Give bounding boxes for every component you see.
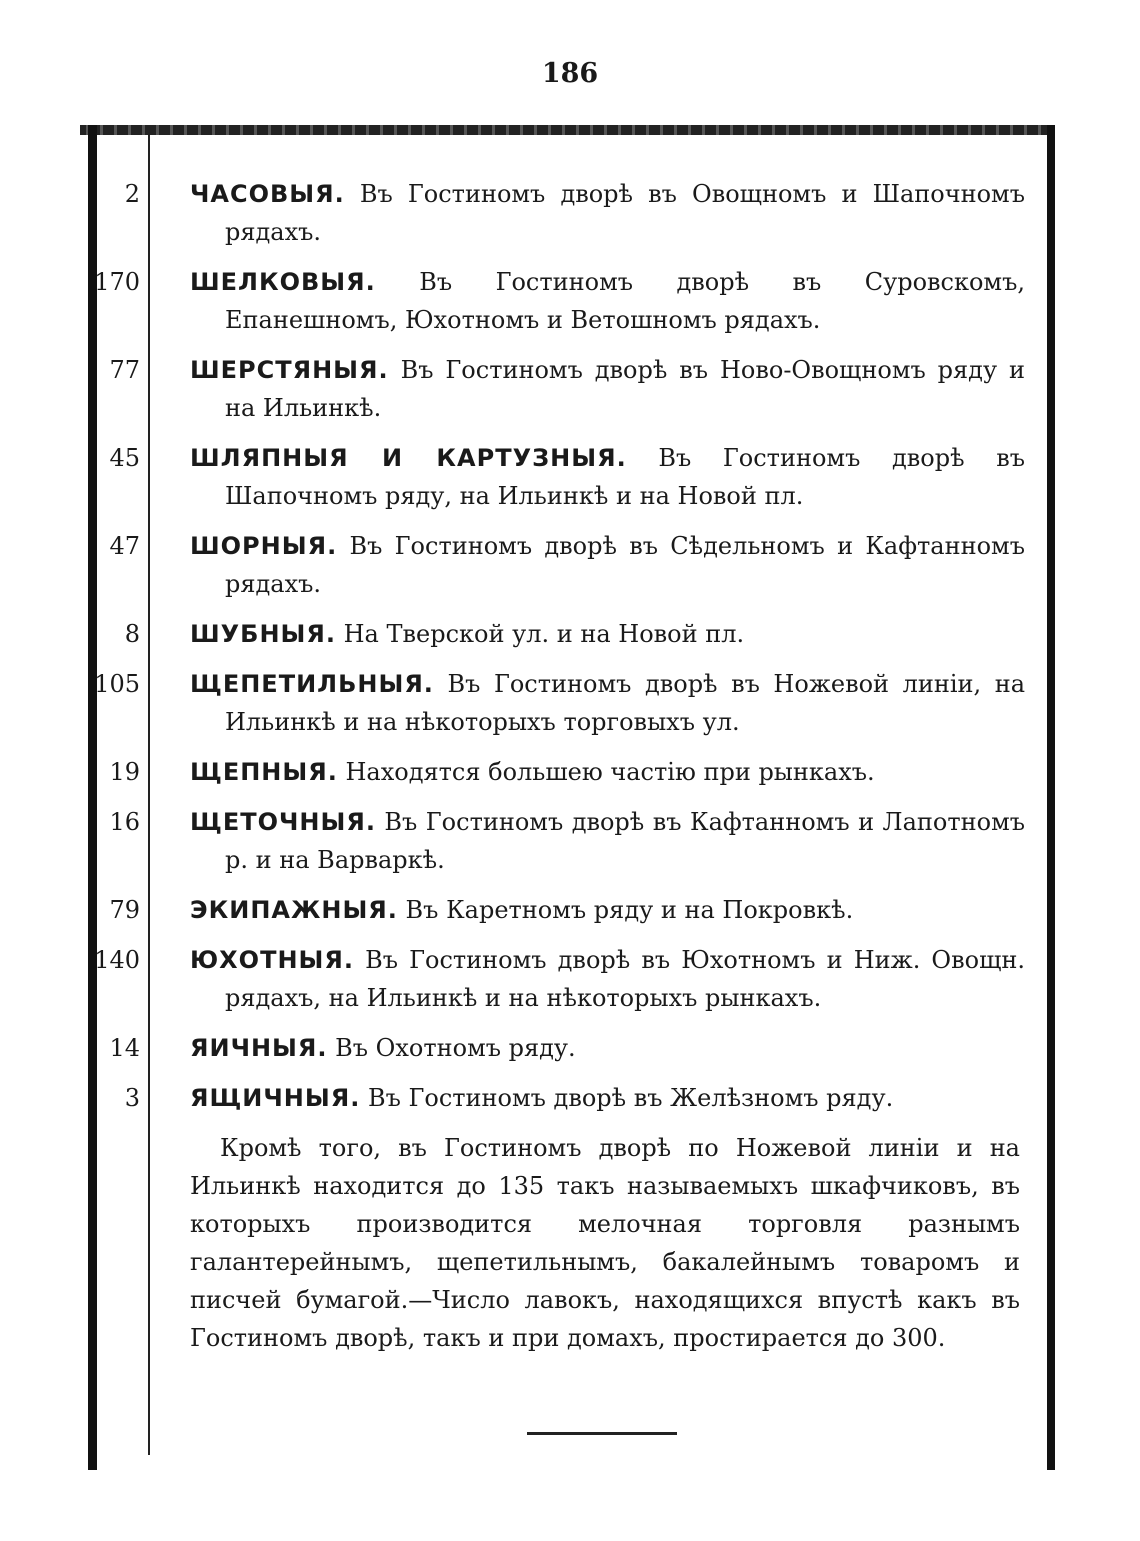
entry-description: Въ Гостиномъ дворѣ въ Шапочномъ ряду, на Ильинкѣ и на Новой пл. [225,444,1025,510]
entry-description: Въ Гостиномъ дворѣ въ Овощномъ и Шапочномъ рядахъ. [225,180,1025,246]
entry-heading: ЯЩИЧНЫЯ. [190,1084,361,1112]
entry-text [190,1029,1025,1067]
entry-text [190,665,1025,741]
entry-heading: ЭКИПАЖНЫЯ. [190,896,398,924]
entry-description: Въ Гостиномъ дворѣ въ Ново-Овощномъ ряду и на Ильинкѣ. [225,356,1025,422]
entry-text [190,175,1025,251]
entry-description: Въ Гостиномъ дворѣ въ Сѣдельномъ и Кафтанномъ рядахъ. [225,532,1025,598]
entry-description: Въ Гостиномъ дворѣ въ Юхотномъ и Ниж. Овощн. рядахъ, на Ильинкѣ и на нѣкоторыхъ рынкахъ. [225,946,1025,1012]
entry-count: 140 [94,946,140,974]
entry-text [190,1079,1025,1117]
list-item [80,891,1040,929]
page-number: 186 [541,58,599,89]
list-item [80,175,1040,251]
entries-list [80,175,1040,1357]
entry-heading: ШЕЛКОВЫЯ. [190,268,376,296]
entry-count: 45 [109,444,140,472]
entry-heading: ШЛЯПНЫЯ И КАРТУЗНЫЯ. [190,444,627,472]
entry-text [190,527,1025,603]
entry-heading: ЧАСОВЫЯ. [190,180,345,208]
list-item [80,665,1040,741]
entry-text [190,891,1025,929]
entry-heading: ШОРНЫЯ. [190,532,338,560]
entry-heading: ШУБНЫЯ. [190,620,336,648]
list-item [80,439,1040,515]
list-item [80,1029,1040,1067]
entry-text [190,439,1025,515]
entry-description: Въ Гостиномъ дворѣ въ Суровскомъ, Епанешномъ, Юхотномъ и Ветошномъ рядахъ. [225,268,1025,334]
closing-paragraph: Кромѣ того, въ Гостиномъ дворѣ по Ножевой линіи и на Ильинкѣ находится до 135 такъ называемыхъ шкафчиковъ, въ которыхъ производится мелочная торговля разнымъ галантерейнымъ, щепетильнымъ, бакалейнымъ товаромъ и писчей бумагой.—Число лавокъ, находящихся впустѣ какъ въ Гостиномъ дворѣ, такъ и при домахъ, простирается до 300. [190,1134,1020,1352]
entry-text [190,263,1025,339]
entry-count: 8 [124,620,140,648]
entry-text [190,941,1025,1017]
entry-text [190,753,1025,791]
entry-count: 2 [124,180,140,208]
entry-description: Въ Каретномъ ряду и на Покровкѣ. [397,896,854,924]
entry-count: 47 [109,532,140,560]
entry-text [190,351,1025,427]
entry-count: 105 [94,670,140,698]
page-frame [80,125,1055,1470]
entry-count: 77 [109,356,140,384]
entry-description: Въ Охотномъ ряду. [327,1034,576,1062]
entry-count: 16 [109,808,140,836]
list-item [80,803,1040,879]
list-item [80,351,1040,427]
list-item [80,263,1040,339]
list-item [80,1079,1040,1117]
entry-heading: ЩЕПНЫЯ. [190,758,338,786]
entry-heading: ЩЕТОЧНЫЯ. [190,808,376,836]
entry-description: На Тверской ул. и на Новой пл. [336,620,745,648]
list-item [80,527,1040,603]
entry-heading: ЮХОТНЫЯ. [190,946,354,974]
end-rule [527,1432,677,1435]
entry-count: 79 [109,896,140,924]
entry-description: Въ Гостиномъ дворѣ въ Кафтанномъ и Лапотномъ р. и на Варваркѣ. [225,808,1025,874]
list-item [80,753,1040,791]
entry-count: 19 [109,758,140,786]
list-item [80,615,1040,653]
entry-description: Въ Гостиномъ дворѣ въ Желѣзномъ ряду. [360,1084,894,1112]
entry-heading: ШЕРСТЯНЫЯ. [190,356,389,384]
entry-count: 170 [94,268,140,296]
entry-heading: ЯИЧНЫЯ. [190,1034,328,1062]
entry-text [190,615,1025,653]
entry-description: Находятся большею частію при рынкахъ. [337,758,875,786]
top-rule [80,125,1055,135]
entry-description: Въ Гостиномъ дворѣ въ Ножевой линіи, на Ильинкѣ и на нѣкоторыхъ торговыхъ ул. [225,670,1025,736]
entry-text [190,803,1025,879]
list-item [80,941,1040,1017]
entry-count: 3 [124,1084,140,1112]
entry-heading: ЩЕПЕТИЛЬНЫЯ. [190,670,434,698]
entry-count: 14 [109,1034,140,1062]
right-rule [1047,125,1055,1470]
